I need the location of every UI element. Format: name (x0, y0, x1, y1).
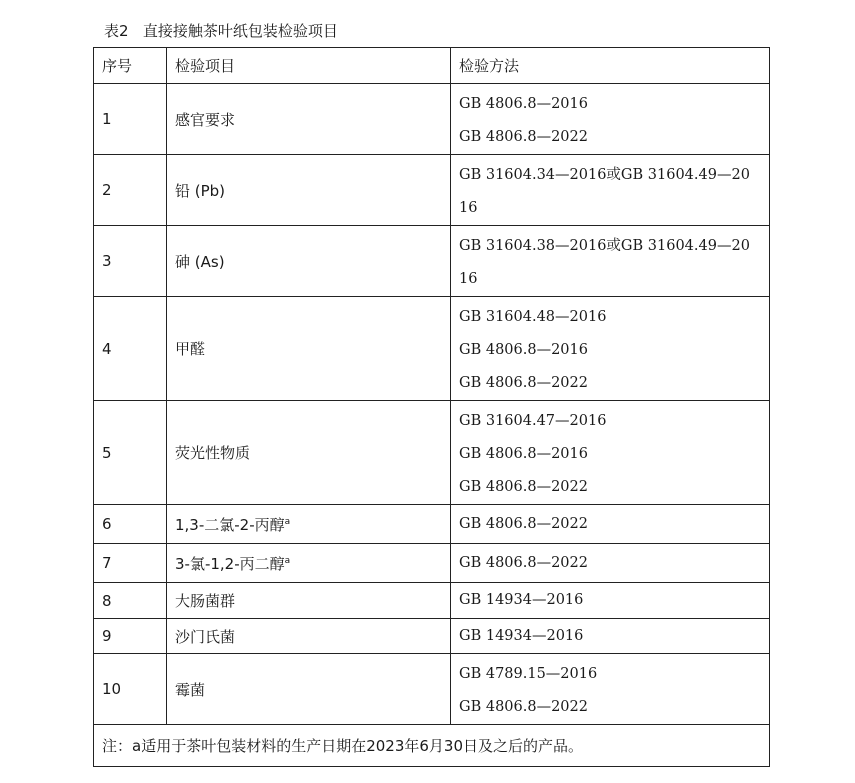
header-no: 序号 (94, 48, 167, 84)
row-no: 1 (94, 84, 167, 155)
row-item: 甲醛 (167, 297, 451, 401)
method-line: GB 4806.8—2016 (459, 96, 588, 112)
method-line: GB 4806.8—2022 (459, 129, 588, 145)
method-line: GB 4789.15—2016 (459, 666, 598, 682)
row-no: 10 (94, 654, 167, 725)
method-line: GB 31604.34—2016或GB 31604.49—2016 (459, 167, 750, 216)
row-no: 6 (94, 505, 167, 544)
table-row (94, 84, 770, 155)
table-row (94, 505, 770, 544)
method-line: GB 14934—2016 (459, 627, 584, 644)
table-row (94, 401, 770, 505)
row-item: 荧光性物质 (167, 401, 451, 505)
row-no: 4 (94, 297, 167, 401)
row-item: 霉菌 (167, 654, 451, 725)
table-note: 注：a适用于茶叶包装材料的生产日期在2023年6月30日及之后的产品。 (94, 725, 770, 767)
row-no: 8 (94, 583, 167, 619)
footnote-marker: a (284, 516, 291, 527)
method-line: GB 4806.8—2022 (459, 479, 588, 495)
table-row (94, 544, 770, 583)
row-no: 7 (94, 544, 167, 583)
table-row (94, 583, 770, 619)
row-method (451, 619, 770, 654)
row-item: 大肠菌群 (167, 583, 451, 619)
inspection-table (93, 47, 770, 767)
row-item (167, 544, 451, 583)
row-item (167, 505, 451, 544)
method-line: GB 4806.8—2022 (459, 554, 588, 571)
table-note-row (94, 725, 770, 767)
header-method: 检验方法 (451, 48, 770, 84)
row-method (451, 583, 770, 619)
row-method (451, 155, 770, 226)
row-no: 2 (94, 155, 167, 226)
method-line: GB 31604.38—2016或GB 31604.49—2016 (459, 238, 750, 287)
table-row (94, 155, 770, 226)
method-line: GB 4806.8—2022 (459, 515, 588, 532)
table-caption: 表2 直接接触茶叶纸包装检验项目 (104, 22, 338, 40)
row-no: 3 (94, 226, 167, 297)
method-line: GB 31604.47—2016 (459, 413, 607, 429)
row-method (451, 297, 770, 401)
header-item: 检验项目 (167, 48, 451, 84)
row-item: 铅 (Pb) (167, 155, 451, 226)
row-method (451, 226, 770, 297)
table-row (94, 297, 770, 401)
row-method (451, 544, 770, 583)
table-row (94, 226, 770, 297)
table-row (94, 619, 770, 654)
row-no: 9 (94, 619, 167, 654)
row-method (451, 401, 770, 505)
method-line: GB 4806.8—2016 (459, 342, 588, 358)
method-line: GB 4806.8—2022 (459, 699, 588, 715)
item-text: 3-氯-1,2-丙二醇 (175, 554, 285, 573)
table-row (94, 654, 770, 725)
row-method (451, 84, 770, 155)
item-text: 1,3-二氯-2-丙醇 (175, 515, 285, 534)
table-header-row (94, 48, 770, 84)
row-item: 感官要求 (167, 84, 451, 155)
method-line: GB 31604.48—2016 (459, 309, 607, 325)
row-item: 沙门氏菌 (167, 619, 451, 654)
method-line: GB 14934—2016 (459, 592, 584, 608)
row-no: 5 (94, 401, 167, 505)
row-method (451, 654, 770, 725)
footnote-marker: a (284, 555, 291, 566)
row-item: 砷 (As) (167, 226, 451, 297)
method-line: GB 4806.8—2016 (459, 446, 588, 462)
row-method (451, 505, 770, 544)
method-line: GB 4806.8—2022 (459, 375, 588, 391)
